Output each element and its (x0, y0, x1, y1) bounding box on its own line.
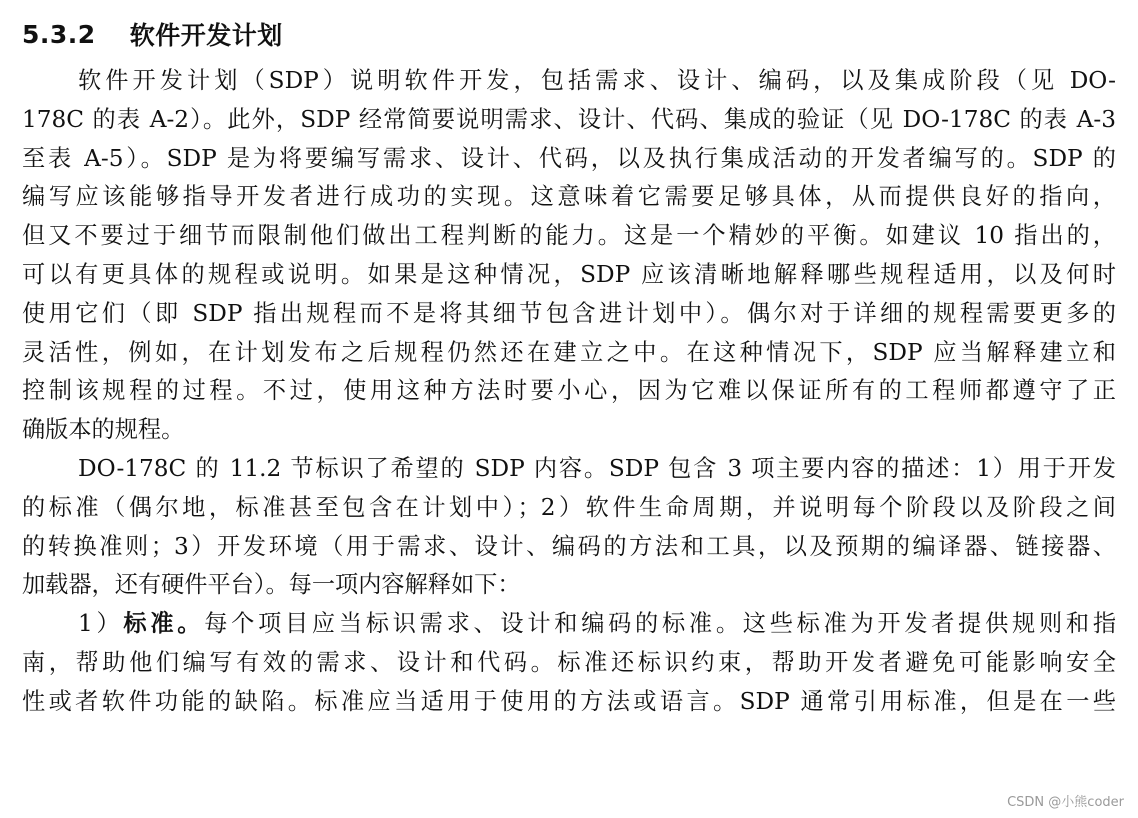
paragraph-1-line: 控制该规程的过程。不过，使用这种方法时要小心，因为它难以保证所有的工程师都遵守了正 (22, 377, 1116, 405)
paragraph-3-lead-text: 每个项目应当标识需求、设计和编码的标准。这些标准为开发者提供规则和指 (204, 610, 1116, 638)
paragraph-3-line: 性或者软件功能的缺陷。标准应当适用于使用的方法或语言。SDP 通常引用标准，但是在一些 (22, 687, 1116, 715)
paragraph-1-line: 178C 的表 A-2）。此外，SDP 经常简要说明需求、设计、代码、集成的验证（见 DO-178C 的表 A-3 (22, 105, 1116, 133)
paragraph-2-line: DO-178C 的 11.2 节标识了希望的 SDP 内容。SDP 包含 3 项主要内容的描述：1）用于开发 (78, 454, 1116, 482)
paragraph-1-line: 但又不要过于细节而限制他们做出工程判断的能力。这是一个精妙的平衡。如建议 10 指出的， (22, 222, 1116, 250)
paragraph-1-line: 编写应该能够指导开发者进行成功的实现。这意味着它需要足够具体，从而提供良好的指向， (22, 183, 1116, 211)
paragraph-1-line: 可以有更具体的规程或说明。如果是这种情况，SDP 应该清晰地解释哪些规程适用，以及何时 (22, 260, 1116, 288)
paragraph-3-line: 南，帮助他们编写有效的需求、设计和代码。标准还标识约束，帮助开发者避免可能影响安全 (22, 648, 1116, 676)
paragraph-3-first-line (22, 605, 1116, 644)
paragraph-1-line: 至表 A-5）。SDP 是为将要编写需求、设计、代码，以及执行集成活动的开发者编写的。SDP 的 (22, 144, 1116, 172)
list-number: 1） (78, 610, 124, 638)
paragraph-1-line: 灵活性，例如，在计划发布之后规程仍然还在建立之中。在这种情况下，SDP 应当解释建立和 (22, 338, 1116, 366)
paragraph-2-line: 的标准（偶尔地，标准甚至包含在计划中）；2）软件生命周期，并说明每个阶段以及阶段之间 (22, 493, 1116, 521)
paragraph-1-line: 使用它们（即 SDP 指出规程而不是将其细节包含进计划中）。偶尔对于详细的规程需要更多的 (22, 299, 1116, 327)
watermark: CSDN @小熊coder (1007, 795, 1124, 810)
paragraph-1-line: 软件开发计划（SDP）说明软件开发，包括需求、设计、编码，以及集成阶段（见 DO- (78, 67, 1116, 94)
section-number: 5.3.2 (22, 19, 96, 49)
section-title: 软件开发计划 (129, 21, 283, 50)
paragraph-1-line: 确版本的规程。 (22, 416, 185, 444)
list-item-heading: 标准。 (123, 610, 205, 638)
section-heading (22, 14, 283, 54)
paragraph-2-line: 的转换准则；3）开发环境（用于需求、设计、编码的方法和工具，以及预期的编译器、链接器、 (22, 532, 1116, 560)
paragraph-2-line: 加载器，还有硬件平台）。每一项内容解释如下： (22, 571, 521, 599)
body-text (22, 62, 1116, 722)
